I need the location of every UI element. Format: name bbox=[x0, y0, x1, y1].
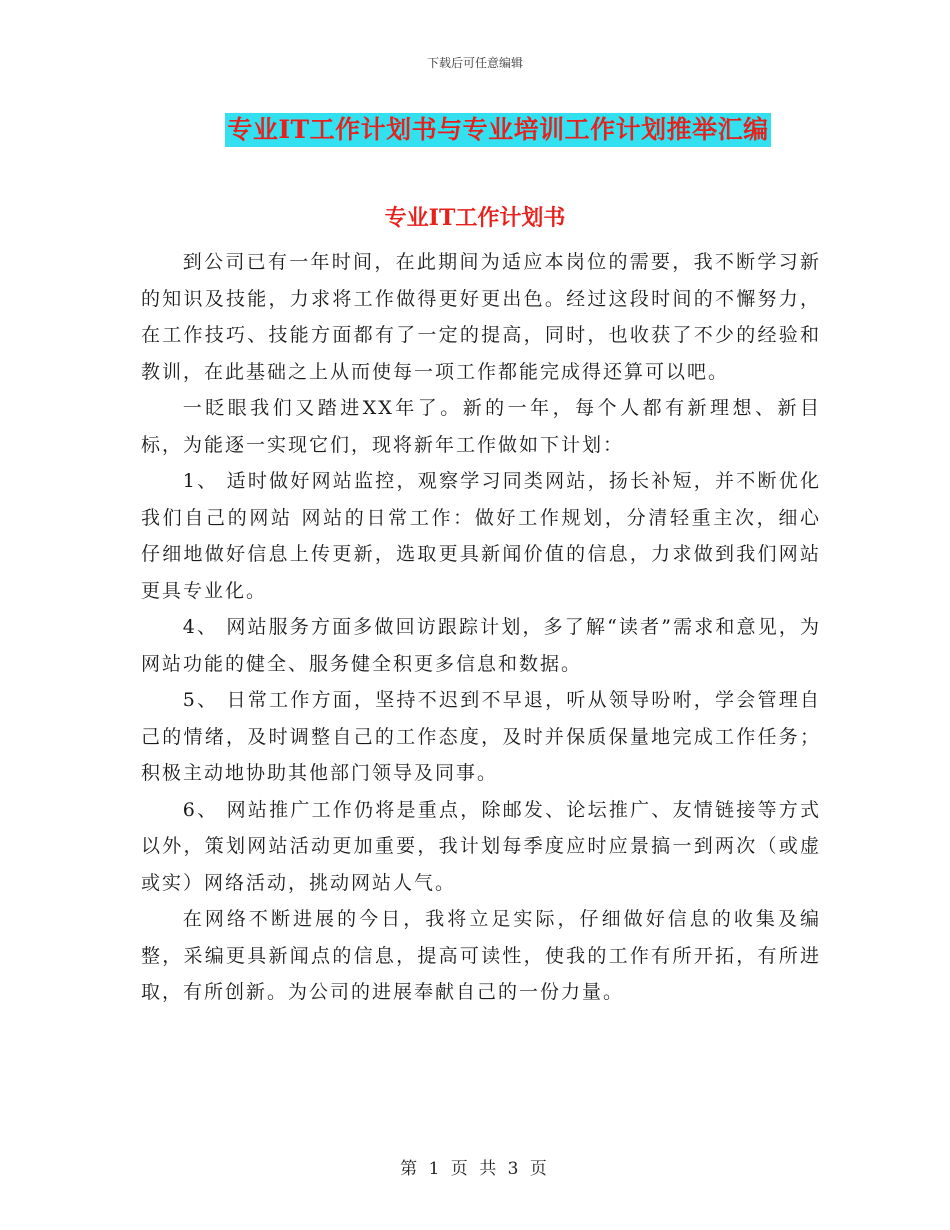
main-title-container bbox=[0, 113, 950, 147]
paragraph: 在网络不断进展的今日，我将立足实际，仔细做好信息的收集及编整，采编更具新闻点的信息，提高可读性，使我的工作有所开拓，有所进取，有所创新。为公司的进展奉献自己的一份力量。 bbox=[141, 908, 821, 1003]
paragraph: 一眨眼我们又踏进XX年了。新的一年，每个人都有新理想、新目标，为能逐一实现它们，现将新年工作做如下计划： bbox=[141, 397, 821, 456]
paragraph: 1、 适时做好网站监控，观察学习同类网站，扬长补短，并不断优化我们自己的网站 网站的日常工作：做好工作规划，分清轻重主次，细心仔细地做好信息上传更新，选取更具新闻价值的信息，力求做到我们网站更具专业化。 bbox=[141, 470, 821, 602]
paragraph: 4、 网站服务方面多做回访跟踪计划，多了解“读者”需求和意见，为网站功能的健全、服务健全积更多信息和数据。 bbox=[141, 616, 821, 675]
main-title: 专业IT工作计划书与专业培训工作计划推举汇编 bbox=[225, 113, 770, 147]
document-body bbox=[141, 244, 821, 1011]
paragraph: 5、 日常工作方面，坚持不迟到不早退，听从领导吩咐，学会管理自己的情绪，及时调整自己的工作态度，及时并保质保量地完成工作任务；积极主动地协助其他部门领导及同事。 bbox=[141, 689, 821, 784]
paragraph: 到公司已有一年时间，在此期间为适应本岗位的需要，我不断学习新的知识及技能，力求将工作做得更好更出色。经过这段时间的不懈努力，在工作技巧、技能方面都有了一定的提高，同时，也收获了不少的经验和教训，在此基础之上从而使每一项工作都能完成得还算可以吧。 bbox=[141, 251, 821, 383]
page-number-footer: 第 1 页 共 3 页 bbox=[400, 1159, 550, 1179]
header-note: 下载后可任意编辑 bbox=[426, 56, 523, 70]
paragraph: 6、 网站推广工作仍将是重点，除邮发、论坛推广、友情链接等方式以外，策划网站活动更加重要，我计划每季度应时应景搞一到两次（或虚或实）网络活动，挑动网站人气。 bbox=[141, 798, 821, 894]
section-title: 专业IT工作计划书 bbox=[384, 205, 566, 231]
